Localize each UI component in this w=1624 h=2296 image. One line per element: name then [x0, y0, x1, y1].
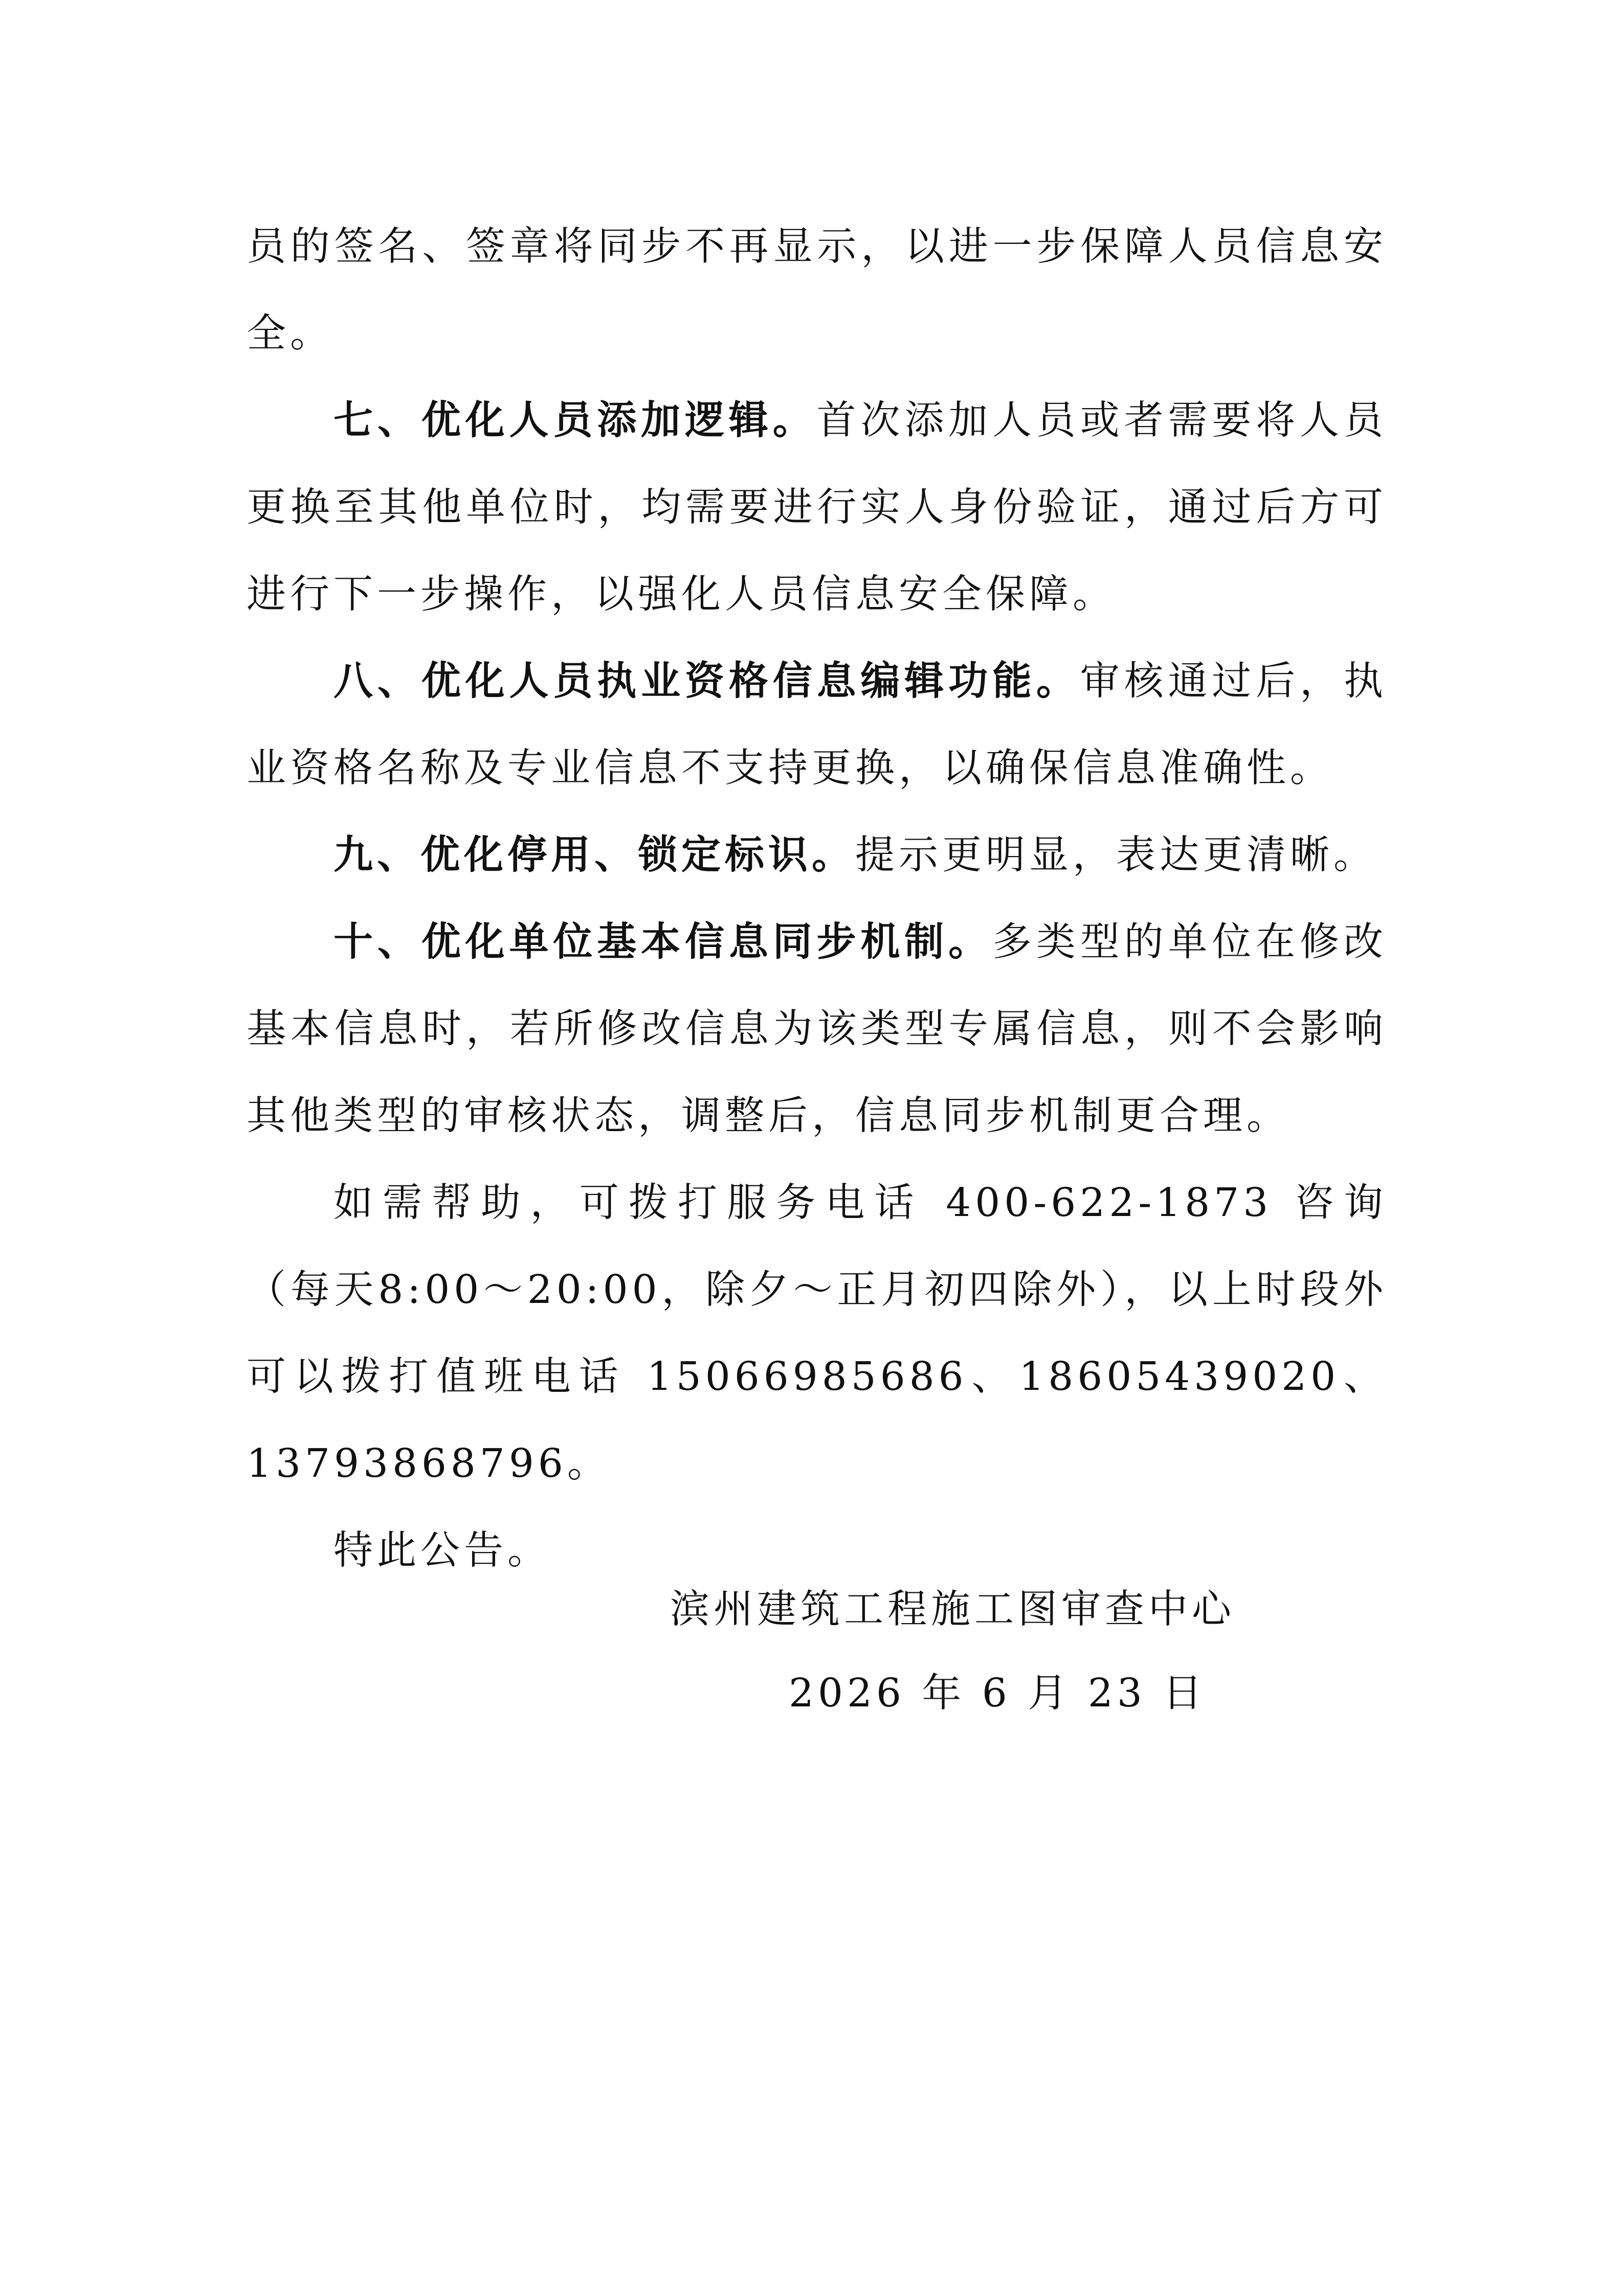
paragraph-item-eight: [247, 638, 1387, 812]
paragraph-text: 审核通过后，执业资格名称及专业信息不支持更换，以确保信息准确性。: [247, 659, 1387, 791]
paragraph-help-contact: [247, 1160, 1387, 1507]
paragraph-item-seven: [247, 377, 1387, 638]
paragraph-text: 多类型的单位在修改基本信息时，若所修改信息为该类型专属信息，则不会影响其他类型的审核状态，调整后，信息同步机制更合理。: [247, 919, 1388, 1139]
paragraph-heading: 九、优化停用、锁定标识。: [333, 832, 855, 878]
paragraph-heading: 十、优化单位基本信息同步机制。: [333, 919, 993, 965]
paragraph-heading: 七、优化人员添加逻辑。: [333, 398, 817, 443]
document-body: [247, 204, 1387, 1594]
paragraph-continuation: [247, 204, 1387, 377]
paragraph-item-ten: [247, 899, 1387, 1160]
paragraph-text: 首次添加人员或者需要将人员更换至其他单位时，均需要进行实人身份验证，通过后方可进行下一步操作，以强化人员信息安全保障。: [247, 398, 1388, 617]
paragraph-closing: [247, 1507, 1387, 1594]
paragraph-item-nine: [247, 812, 1387, 899]
paragraph-text: 特此公告。: [333, 1528, 551, 1573]
signature-organization: 滨州建筑工程施工图审查中心: [670, 1587, 1235, 1632]
paragraph-text: 如需帮助，可拨打服务电话 400-622-1873 咨询（每天8:00～20:00，除夕～正月初四除外），以上时段外可以拨打值班电话 15066985686、18605439020、13793868796。: [247, 1180, 1387, 1487]
paragraph-text: 员的签名、签章将同步不再显示，以进一步保障人员信息安全。: [247, 224, 1387, 356]
paragraph-text: 提示更明显，表达更清晰。: [855, 832, 1377, 878]
paragraph-heading: 八、优化人员执业资格信息编辑功能。: [333, 659, 1080, 704]
signature-date: 2026 年 6 月 23 日: [789, 1671, 1207, 1716]
